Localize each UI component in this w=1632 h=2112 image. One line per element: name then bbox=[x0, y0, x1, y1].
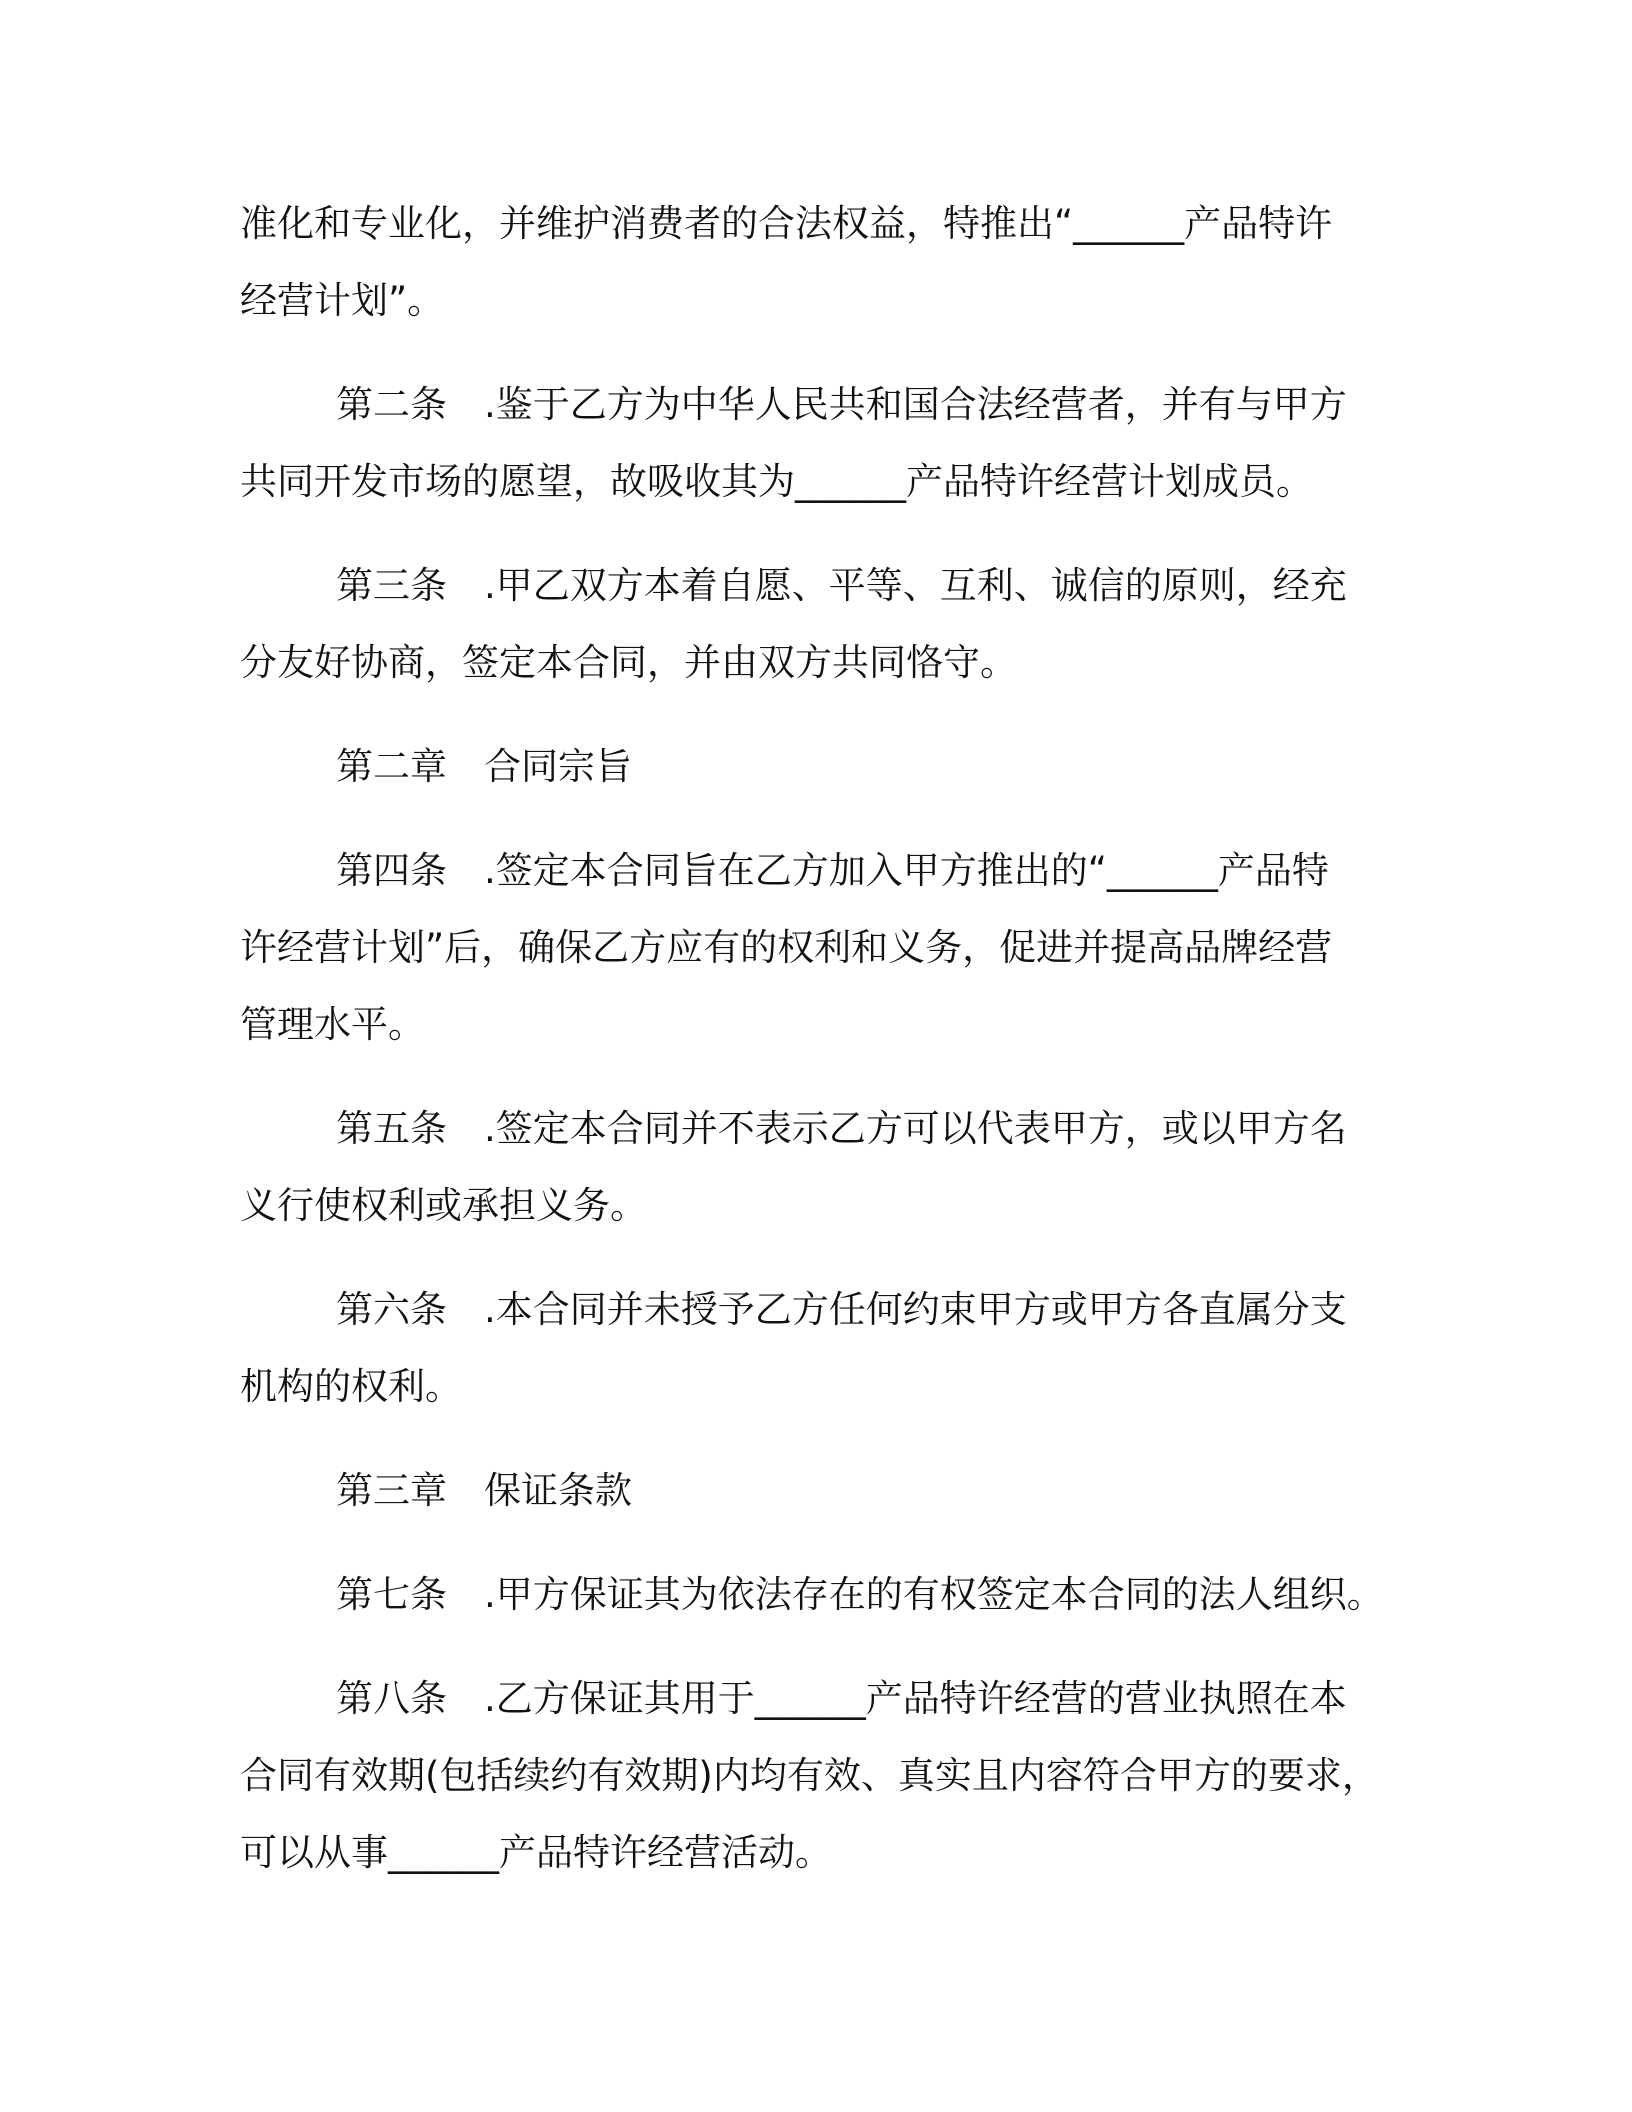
text-line: 可以从事______产品特许经营活动。 bbox=[240, 1831, 832, 1874]
clause-4 bbox=[240, 832, 1380, 1063]
chapter-2-heading bbox=[240, 728, 1380, 805]
chapter-number: 第二章 bbox=[336, 745, 447, 788]
clause-number: 第八条 bbox=[336, 1677, 447, 1720]
clause-number: 第五条 bbox=[336, 1107, 447, 1150]
clause-5 bbox=[240, 1090, 1380, 1244]
clause-text: .签定本合同并不表示乙方可以代表甲方，或以甲方名 bbox=[484, 1107, 1347, 1150]
clause-2 bbox=[240, 366, 1380, 520]
chapter-3-heading bbox=[240, 1452, 1380, 1529]
clause-text: .乙方保证其用于______产品特许经营的营业执照在本 bbox=[484, 1677, 1347, 1720]
clause-6 bbox=[240, 1271, 1380, 1425]
text-line: 准化和专业化，并维护消费者的合法权益，特推出“______产品特许 bbox=[240, 202, 1333, 245]
clause-number: 第三条 bbox=[336, 564, 447, 607]
clause-text: .甲乙双方本着自愿、平等、互利、诚信的原则，经充 bbox=[484, 564, 1347, 607]
text-line: 共同开发市场的愿望，故吸收其为______产品特许经营计划成员。 bbox=[240, 460, 1313, 503]
chapter-title: 合同宗旨 bbox=[484, 745, 632, 788]
text-line: 义行使权利或承担义务。 bbox=[240, 1184, 647, 1227]
text-line: 分友好协商，签定本合同，并由双方共同恪守。 bbox=[240, 641, 1017, 684]
chapter-title: 保证条款 bbox=[484, 1469, 632, 1512]
clause-text: .签定本合同旨在乙方加入甲方推出的“______产品特 bbox=[484, 849, 1329, 892]
chapter-number: 第三章 bbox=[336, 1469, 447, 1512]
text-line: 机构的权利。 bbox=[240, 1365, 462, 1408]
document-page bbox=[240, 185, 1384, 1891]
clause-text: .鉴于乙方为中华人民共和国合法经营者，并有与甲方 bbox=[484, 383, 1347, 426]
clause-number: 第六条 bbox=[336, 1288, 447, 1331]
clause-text: .本合同并未授予乙方任何约束甲方或甲方各直属分支 bbox=[484, 1288, 1347, 1331]
clause-7 bbox=[240, 1556, 1384, 1633]
clause-8 bbox=[240, 1660, 1380, 1891]
text-line: 许经营计划”后，确保乙方应有的权利和义务，促进并提高品牌经营 bbox=[240, 926, 1333, 969]
clause-number: 第七条 bbox=[336, 1573, 447, 1616]
text-line: 合同有效期(包括续约有效期)内均有效、真实且内容符合甲方的要求， bbox=[240, 1754, 1379, 1797]
paragraph-continuation bbox=[240, 185, 1380, 339]
text-line: 管理水平。 bbox=[240, 1003, 425, 1046]
clause-text: .甲方保证其为依法存在的有权签定本合同的法人组织。 bbox=[484, 1573, 1384, 1616]
clause-number: 第二条 bbox=[336, 383, 447, 426]
clause-number: 第四条 bbox=[336, 849, 447, 892]
clause-3 bbox=[240, 547, 1380, 701]
text-line: 经营计划”。 bbox=[240, 279, 445, 322]
